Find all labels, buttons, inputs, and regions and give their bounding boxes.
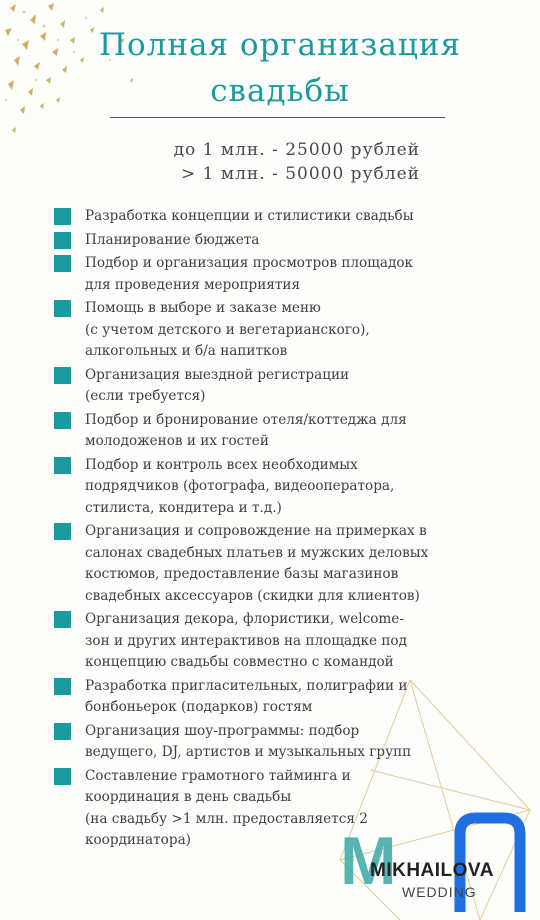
price-block bbox=[120, 138, 420, 186]
square-bullet-icon bbox=[54, 255, 71, 272]
square-bullet-icon bbox=[54, 678, 71, 695]
service-text: Помощь в выборе и заказе меню (с учетом детского и вегетарианского), алкогольных и б/а напитков bbox=[85, 300, 370, 359]
list-item bbox=[54, 676, 484, 719]
list-item bbox=[54, 206, 484, 228]
service-text: Планирование бюджета bbox=[85, 231, 260, 248]
logo-monogram: M bbox=[340, 823, 397, 899]
logo-subtitle: WEDDING bbox=[402, 884, 477, 900]
square-bullet-icon bbox=[54, 208, 71, 225]
service-text: Организация выездной регистрации (если требуется) bbox=[85, 366, 350, 404]
services-list bbox=[54, 206, 484, 854]
square-bullet-icon bbox=[54, 768, 71, 785]
list-item bbox=[54, 253, 484, 296]
square-bullet-icon bbox=[54, 367, 71, 384]
square-bullet-icon bbox=[54, 457, 71, 474]
list-item bbox=[54, 410, 484, 453]
service-text: Организация шоу-программы: подбор ведущего, DJ, артистов и музыкальных групп bbox=[85, 722, 412, 760]
list-item bbox=[54, 721, 484, 764]
square-bullet-icon bbox=[54, 723, 71, 740]
title-divider bbox=[110, 117, 445, 118]
list-item bbox=[54, 365, 484, 408]
brand-logo bbox=[340, 808, 535, 918]
service-text: Организация и сопровождение на примерках в салонах свадебных платьев и мужских деловых костюмов, предоставление базы магазинов свадебных аксессуаров (скидки для клиентов) bbox=[85, 523, 429, 604]
page-title bbox=[60, 22, 500, 114]
service-text: Разработка пригласительных, полиграфии и бонбоньерок (подарков) гостям bbox=[85, 677, 408, 715]
title-line-2: свадьбы bbox=[210, 73, 350, 109]
service-text: Составление грамотного тайминга и координация в день свадьбы (на свадьбу >1 млн. предоставляется 2 координатора) bbox=[85, 767, 368, 848]
list-item bbox=[54, 455, 484, 520]
square-bullet-icon bbox=[54, 412, 71, 429]
square-bullet-icon bbox=[54, 611, 71, 628]
price-line-2: > 1 млн. - 50000 рублей bbox=[181, 164, 420, 184]
service-text: Подбор и бронирование отеля/коттеджа для молодоженов и их гостей bbox=[85, 411, 407, 449]
square-bullet-icon bbox=[54, 523, 71, 540]
square-bullet-icon bbox=[54, 232, 71, 249]
title-line-1: Полная организация bbox=[98, 27, 462, 63]
price-line-1: до 1 млн. - 25000 рублей bbox=[173, 140, 420, 160]
service-text: Подбор и контроль всех необходимых подрядчиков (фотографа, видеооператора, стилиста, кондитера и т.д.) bbox=[85, 456, 395, 516]
service-text: Разработка концепции и стилистики свадьбы bbox=[85, 208, 414, 224]
service-text: Организация декора, флористики, welcome- зон и других интерактивов на площадке под концепцию свадьбы совместно с командой bbox=[85, 611, 407, 670]
service-text: Подбор и организация просмотров площадок для проведения мероприятия bbox=[85, 255, 414, 293]
list-item bbox=[54, 298, 484, 363]
list-item bbox=[54, 521, 484, 607]
list-item bbox=[54, 609, 484, 674]
list-item bbox=[54, 230, 484, 252]
logo-name: MIKHAILOVA bbox=[370, 860, 494, 881]
square-bullet-icon bbox=[54, 300, 71, 317]
